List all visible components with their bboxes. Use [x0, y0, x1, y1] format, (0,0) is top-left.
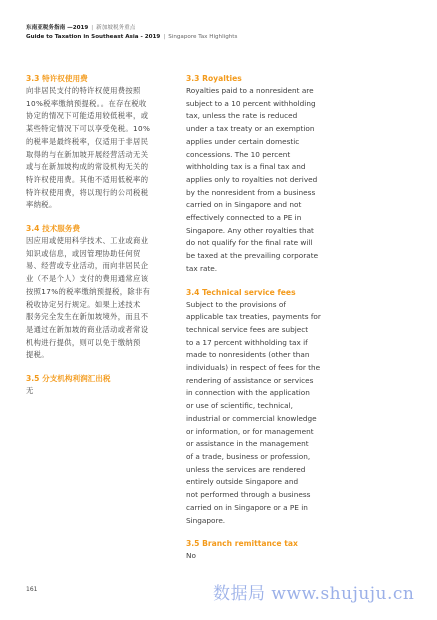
text-line: 服务完全发生在新加坡境外，而且不	[26, 312, 149, 322]
text-line: carried on in Singapore or a PE in	[186, 502, 308, 512]
text-line: carried on in Singapore and not	[186, 200, 302, 210]
header-title-cn: 东南亚税务指南 —2019	[26, 25, 89, 31]
section-body-technical-fees-cn	[26, 235, 176, 362]
text-line: 协定的情况下可能适用较低税率，或	[26, 111, 149, 121]
watermark-logo: 数据局 www.shujuju.cn	[213, 584, 415, 604]
text-line: 向非居民支付的特许权使用费按照	[26, 86, 141, 95]
text-line: 或与在新加坡构成的常设机构无关的	[26, 162, 149, 172]
header-separator-en: |	[163, 34, 166, 40]
text-line: withholding tax is a final tax and	[186, 162, 306, 172]
text-line: entirely outside Singapore and	[186, 477, 299, 487]
header-subtitle-en: Singapore Tax Highlights	[168, 34, 238, 40]
text-line: 10%税率缴纳预提税。。在存在税收	[26, 98, 147, 108]
text-line: or assistance in the management	[186, 439, 309, 449]
text-line: 按照17%的税率缴纳预提税，除非有	[26, 286, 151, 296]
text-line: 知识或信息，或因管理协助任何贸	[26, 248, 141, 258]
text-line: 特许权使用费。其他不适用低税率的	[26, 174, 149, 184]
text-line: Singapore.	[186, 515, 226, 525]
header-title-en: Guide to Taxation in Southeast Asia - 2019	[26, 34, 161, 40]
text-line: 特许权使用费，将以现行的公司税税	[26, 187, 149, 197]
section-body-technical-fees-en	[186, 299, 336, 528]
text-line: 机构进行提供，则可以免于缴纳预	[26, 337, 141, 347]
text-line: 提税。	[26, 350, 49, 360]
text-line: Singapore. Any other royalties that	[186, 225, 314, 235]
text-line: 业（不是个人）支付的费用通常应该	[26, 274, 149, 284]
section-body-branch-remittance-en: No	[186, 551, 196, 561]
text-line: tax, unless the rate is reduced	[186, 111, 298, 121]
text-line: not performed through a business	[186, 490, 311, 500]
section-body-royalties-en	[186, 85, 336, 276]
text-line: subject to a 10 percent withholding	[186, 98, 316, 108]
text-line: Royalties paid to a nonresident are	[186, 86, 314, 95]
text-line: 易、经营或专业活动，而向非居民企	[26, 261, 149, 271]
text-line: 的税率是最终税率，仅适用于非居民	[26, 136, 149, 146]
text-line: 税收协定另行规定。如果上述技术	[26, 299, 141, 309]
text-line: be taxed at the prevailing corporate	[186, 251, 319, 261]
text-line: technical service fees are subject	[186, 324, 309, 334]
text-line: tax rate.	[186, 263, 218, 273]
section-heading-royalties-en: 3.3 Royalties	[186, 74, 242, 83]
text-line: 取得的与在新加坡开展经营活动无关	[26, 149, 149, 159]
text-line: or information, or for management	[186, 426, 314, 436]
text-line: by the nonresident from a business	[186, 187, 316, 197]
header-subtitle-cn: 新加坡税务重点	[96, 25, 136, 31]
text-line: 因应用或使用科学技术、工业或商业	[26, 236, 149, 246]
section-heading-branch-remittance-cn: 3.5 分支机构利润汇出税	[26, 374, 111, 384]
section-heading-technical-fees-cn: 3.4 技术服务费	[26, 224, 81, 234]
text-line: applies under certain domestic	[186, 136, 300, 146]
text-line: applicable tax treaties, payments for	[186, 312, 321, 322]
text-line: 是通过在新加坡的商业活动或者常设	[26, 324, 149, 334]
section-heading-royalties-cn: 3.3 特许权使用费	[26, 74, 88, 83]
page-number: 161	[26, 586, 38, 593]
text-line: under a tax treaty or an exemption	[186, 124, 315, 134]
text-line: in connection with the application	[186, 388, 310, 398]
section-heading-technical-fees-en: 3.4 Technical service fees	[186, 287, 296, 297]
section-body-royalties-cn	[26, 85, 176, 212]
text-line: 率纳税。	[26, 200, 57, 210]
english-column	[186, 73, 336, 563]
text-line: to a 17 percent withholding tax if	[186, 337, 308, 347]
section-body-branch-remittance-cn: 无	[26, 386, 34, 396]
text-line: of a trade, business or profession,	[186, 451, 311, 461]
header-line-english	[26, 33, 416, 42]
text-line: individuals) in respect of fees for the	[186, 363, 321, 373]
chinese-column	[26, 73, 176, 398]
header-separator: |	[91, 25, 94, 31]
text-line: Subject to the provisions of	[186, 299, 286, 309]
header-line-chinese	[26, 24, 416, 33]
text-line: applies only to royalties not derived	[186, 174, 318, 184]
page-header	[26, 24, 416, 42]
text-line: 某些特定情况下可以享受免税。10%	[26, 124, 151, 134]
text-line: effectively connected to a PE in	[186, 213, 302, 223]
text-line: do not qualify for the final rate will	[186, 238, 313, 248]
text-line: rendering of assistance or services	[186, 375, 314, 385]
section-heading-branch-remittance-en: 3.5 Branch remittance tax	[186, 539, 298, 549]
text-line: or use of scientific, technical,	[186, 401, 293, 411]
text-line: concessions. The 10 percent	[186, 149, 291, 159]
text-line: unless the services are rendered	[186, 464, 306, 474]
text-line: industrial or commercial knowledge	[186, 413, 317, 423]
text-line: made to nonresidents (other than	[186, 350, 310, 360]
